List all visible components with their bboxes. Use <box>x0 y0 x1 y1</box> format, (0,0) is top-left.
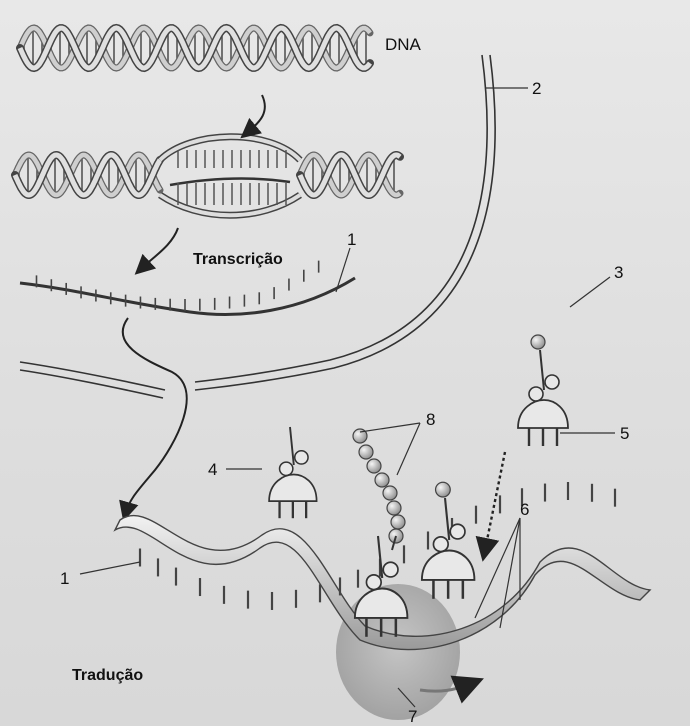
label-7-ribosome: 7 <box>408 707 418 726</box>
nascent-rna <box>170 178 290 185</box>
amino-acid <box>531 335 545 349</box>
dna-double-helix <box>20 28 370 68</box>
trna-4 <box>269 427 317 518</box>
trna-body <box>422 551 475 580</box>
amino-acid <box>436 482 451 497</box>
label-translation: Tradução <box>72 667 144 684</box>
amino-acid-bead <box>375 473 389 487</box>
arrow-to-mrna <box>142 228 178 268</box>
arrow-dna-to-transcription <box>248 95 265 132</box>
label-dna: DNA <box>385 35 421 54</box>
amino-acid-bead <box>383 486 397 500</box>
trna-loop <box>280 462 293 475</box>
label-8-polypeptide: 8 <box>426 410 436 429</box>
trna-loop <box>383 562 398 577</box>
label-1-mrna-bottom: 1 <box>60 569 70 588</box>
label-2-membrane: 2 <box>532 79 542 98</box>
amino-acid-bead <box>359 445 373 459</box>
trna-body <box>269 475 317 502</box>
trna-3-5 <box>518 335 568 446</box>
label-5-anticodon: 5 <box>620 424 630 443</box>
amino-acid-bead <box>391 515 405 529</box>
polypeptide-chain <box>353 429 405 550</box>
trna-incoming <box>422 482 475 599</box>
nuclear-membrane <box>20 55 495 398</box>
trna-loop <box>450 524 465 539</box>
label-1-mrna: 1 <box>347 230 357 249</box>
trna-acceptor-stem <box>540 350 544 390</box>
trna-acceptor-stem <box>445 498 449 540</box>
trna-loop <box>529 387 543 401</box>
label-6-codons: 6 <box>520 500 530 519</box>
incoming-trna-arrow <box>485 452 505 550</box>
trna-loop <box>433 537 448 552</box>
amino-acid-bead <box>387 501 401 515</box>
mrna-strand <box>20 261 355 315</box>
trna-body <box>518 400 568 428</box>
trna-loop <box>366 575 381 590</box>
label-transcription: Transcrição <box>193 251 283 268</box>
label-3-amino-acid: 3 <box>614 263 624 282</box>
trna-loop <box>545 375 559 389</box>
arrow-mrna-to-cytoplasm <box>123 318 187 512</box>
trna-acceptor-stem <box>290 427 294 465</box>
trna-loop <box>295 451 308 464</box>
dna-transcription-bubble <box>15 137 400 216</box>
amino-acid-bead <box>367 459 381 473</box>
label-4-trna: 4 <box>208 460 218 479</box>
